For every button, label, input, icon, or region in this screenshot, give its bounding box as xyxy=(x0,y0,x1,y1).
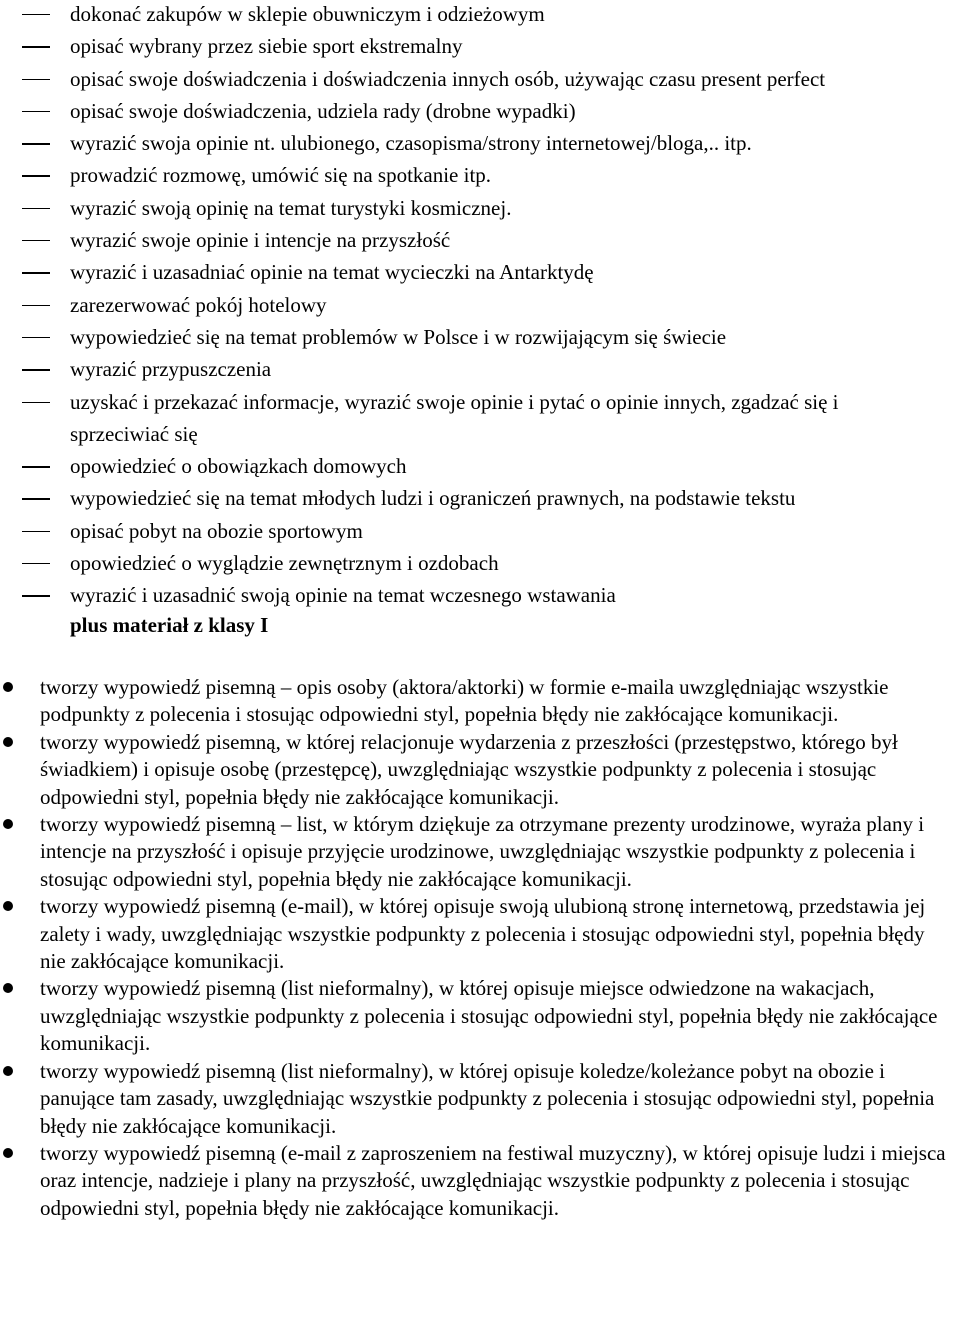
list-item-text: tworzy wypowiedź pisemną, w której relacjonuje wydarzenia z przeszłości (przestępstwo, którego był świadkiem) i opisuje osobę (przestępcę), uwzględniając wszystkie podpunkty z polecenia i stosując odpowiedni styl, popełnia błędy nie zakłócające komunikacji. xyxy=(40,729,898,809)
bullet-icon xyxy=(3,1066,13,1076)
dash-icon xyxy=(22,240,50,241)
list-item-text: wyrazić i uzasadnić swoją opinie na temat wczesnego wstawania xyxy=(70,583,616,608)
dash-icon xyxy=(22,272,50,273)
list-item-text: prowadzić rozmowę, umówić się na spotkanie itp. xyxy=(70,163,492,188)
list-item-text: wyrazić swoją opinię na temat turystyki kosmicznej. xyxy=(70,195,512,220)
list-item-text: wyrazić swoja opinie nt. ulubionego, czasopisma/strony internetowej/bloga,.. itp. xyxy=(70,131,752,156)
list-item-text: opowiedzieć o obowiązkach domowych xyxy=(70,454,407,479)
bullet-icon xyxy=(3,819,13,829)
dash-icon xyxy=(22,208,50,209)
list-item xyxy=(0,674,960,729)
bullet-icon xyxy=(3,737,13,747)
list-item-text: wypowiedzieć się na temat młodych ludzi i ograniczeń prawnych, na podstawie tekstu xyxy=(70,486,796,511)
list-item-text: opowiedzieć o wyglądzie zewnętrznym i ozdobach xyxy=(70,551,499,576)
list-item xyxy=(0,579,960,611)
list-item xyxy=(0,386,940,451)
list-item-text: tworzy wypowiedź pisemną – opis osoby (aktora/aktorki) w formie e-maila uwzględniając wszystkie podpunkty z polecenia i stosując odpowiedni styl, popełnia błędy nie zakłócające komunikacji. xyxy=(40,675,889,727)
dash-icon xyxy=(22,143,50,144)
list-item xyxy=(0,1058,960,1140)
list-item-text: tworzy wypowiedź pisemną (list nieformalny), w której opisuje miejsce odwiedzone na wakacjach, uwzględniając wszystkie podpunkty z polecenia i stosując odpowiedni styl, popełnia błędy nie zakłócające komunikacji. xyxy=(40,976,938,1056)
list-item xyxy=(0,63,960,95)
dash-icon xyxy=(22,14,50,15)
list-item xyxy=(0,547,960,579)
list-item xyxy=(0,289,960,321)
list-item-text: opisać swoje doświadczenia, udziela rady (drobne wypadki) xyxy=(70,98,576,123)
list-item-text: dokonać zakupów w sklepie obuwniczym i odzieżowym xyxy=(70,2,545,26)
list-item xyxy=(0,975,960,1057)
list-item xyxy=(0,127,960,159)
list-item xyxy=(0,95,960,127)
list-item-text: tworzy wypowiedź pisemną (e-mail), w której opisuje swoją ulubioną stronę internetową, przedstawia jej zalety i wady, uwzględniając wszystkie podpunkty z polecenia i stosując odpowiedni styl, popełnia błędy nie zakłócające komunikacji. xyxy=(40,894,926,974)
bullet-icon xyxy=(3,1148,13,1158)
list-item xyxy=(0,811,960,893)
writing-tasks-bullet-list xyxy=(0,674,960,1222)
list-item-text: opisać wybrany przez siebie sport ekstremalny xyxy=(70,34,463,59)
dash-icon xyxy=(22,466,50,467)
dash-icon xyxy=(22,369,50,370)
list-item xyxy=(0,30,960,62)
list-item-text: tworzy wypowiedź pisemną (list nieformalny), w której opisuje koledze/koleżance pobyt na obozie i panujące tam zasady, uwzględniając wszystkie podpunkty z polecenia i stosując odpowiedni styl, popełnia błędy nie zakłócające komunikacji. xyxy=(40,1058,935,1138)
dash-icon xyxy=(22,79,50,80)
bullet-icon xyxy=(3,682,13,692)
list-item xyxy=(0,321,960,353)
list-item-text: wyrazić przypuszczenia xyxy=(70,357,272,382)
list-item xyxy=(0,353,960,385)
dash-icon xyxy=(22,46,50,47)
list-item-text: zarezerwować pokój hotelowy xyxy=(70,292,327,317)
list-item xyxy=(0,256,960,288)
list-item-text: tworzy wypowiedź pisemną – list, w którym dziękuje za otrzymane prezenty urodzinowe, wyraża plany i intencje na przyszłość i opisuje przyjęcie urodzinowe, uwzględniając wszystkie podpunkty z polecenia i stosując odpowiedni styl, popełnia błędy nie zakłócające komunikacji. xyxy=(40,812,925,891)
list-item-text: tworzy wypowiedź pisemną (e-mail z zaproszeniem na festiwal muzyczny), w której opisuje ludzi i miejsca oraz intencje, nadzieje i plany na przyszłość, uwzględniając wszystkie podpunkty z polecenia i stosując odpowiedni styl, popełnia błędy nie zakłócające komunikacji. xyxy=(40,1140,946,1220)
dash-icon xyxy=(22,305,50,306)
list-item xyxy=(0,482,960,514)
dash-icon xyxy=(22,111,50,112)
list-item-text: opisać swoje doświadczenia i doświadczenia innych osób, używając czasu present perfect xyxy=(70,66,826,91)
dash-icon xyxy=(22,337,50,338)
dash-icon xyxy=(22,498,50,499)
list-item-text: wypowiedzieć się na temat problemów w Polsce i w rozwijającym się świecie xyxy=(70,324,727,349)
dash-icon xyxy=(22,595,50,596)
dash-icon xyxy=(22,531,50,532)
bullet-icon xyxy=(3,983,13,993)
dash-icon xyxy=(22,402,50,403)
skills-dash-list xyxy=(0,0,960,612)
list-item-text: wyrazić i uzasadniać opinie na temat wycieczki na Antarktydę xyxy=(70,260,594,285)
list-item-text: wyrazić swoje opinie i intencje na przyszłość xyxy=(70,228,451,253)
bullet-icon xyxy=(3,901,13,911)
list-item-text: uzyskać i przekazać informacje, wyrazić swoje opinie i pytać o opinie innych, zgadzać się i sprzeciwiać się xyxy=(70,389,839,446)
plus-material-heading: plus materiał z klasy I xyxy=(70,613,269,637)
list-item xyxy=(0,515,960,547)
list-item xyxy=(0,159,960,191)
list-item-text: opisać pobyt na obozie sportowym xyxy=(70,518,363,543)
list-item xyxy=(0,893,960,975)
list-item xyxy=(0,450,960,482)
list-item xyxy=(0,192,960,224)
list-item xyxy=(0,729,960,811)
list-item xyxy=(0,0,960,30)
list-item xyxy=(0,1140,960,1222)
list-item xyxy=(0,224,960,256)
dash-icon xyxy=(22,563,50,564)
dash-icon xyxy=(22,175,50,176)
